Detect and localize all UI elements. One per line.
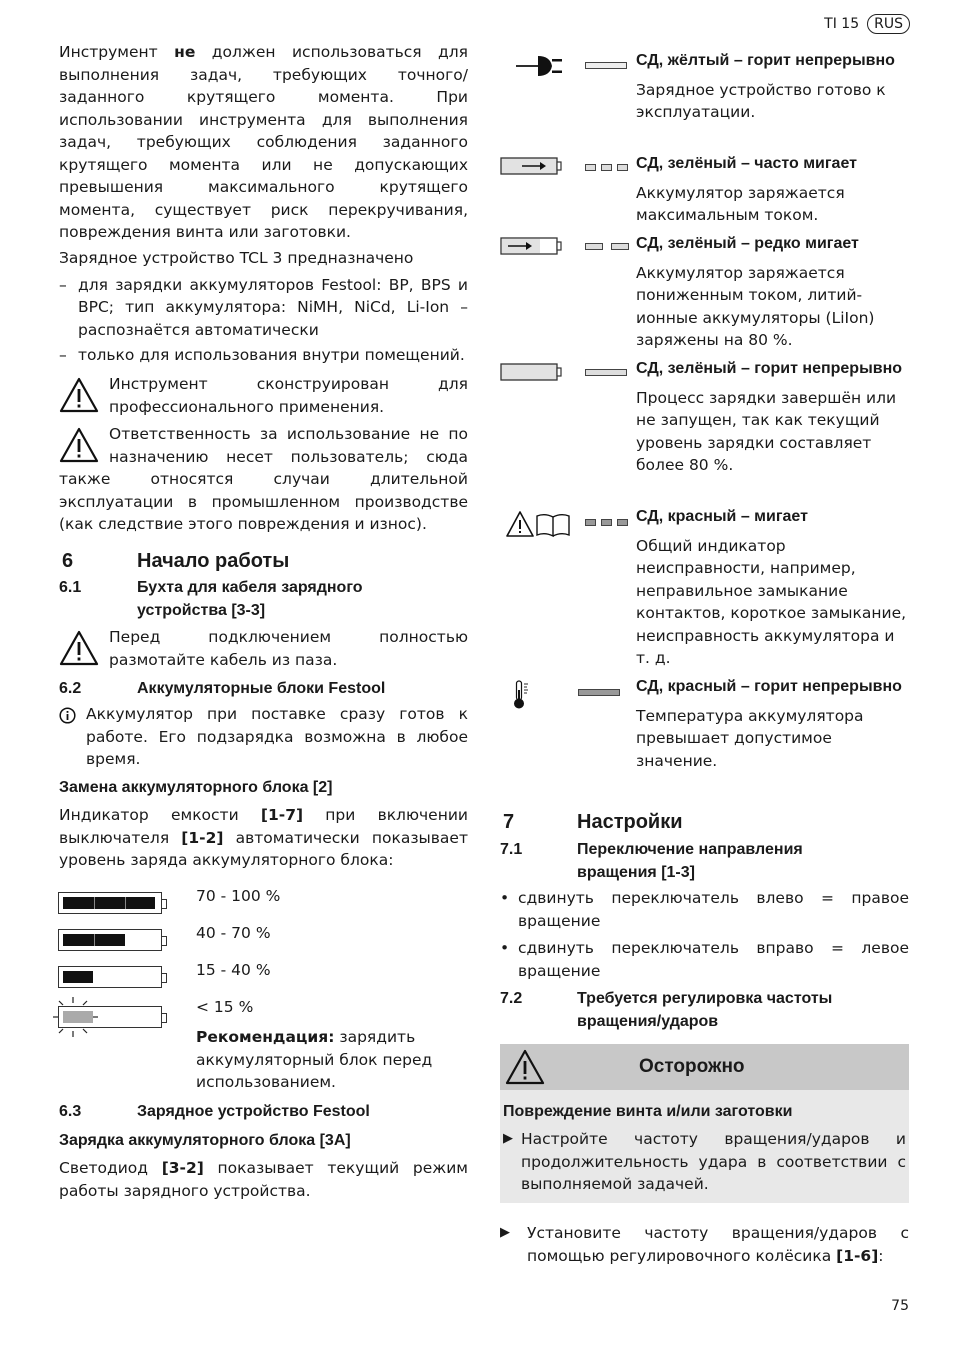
- led-state-6: СД, красный – горит непрерывно Температура аккумулятора превышает допустимое значение.: [636, 678, 902, 770]
- battery-charging-icon: [500, 236, 564, 256]
- led-segment-icon: [601, 519, 612, 526]
- page-number: 75: [891, 1298, 909, 1314]
- section-6-2-number: 6.2: [59, 680, 82, 697]
- battery-level-two-thirds-icon: [58, 929, 162, 951]
- led-segment-icon: [601, 164, 612, 171]
- caution-box: [500, 1044, 909, 1203]
- recommendation: Рекомендация: зарядить аккумуляторный блок перед использованием.: [196, 1028, 433, 1091]
- battery-level-blinking-icon: [58, 1006, 162, 1028]
- led-red-continuous-icon: [578, 689, 620, 696]
- section-7-title: Настройки: [577, 811, 683, 833]
- caution-header: [500, 1044, 909, 1090]
- led-state-2: СД, зелёный – часто мигает Аккумулятор заряжается максимальным током.: [636, 155, 857, 224]
- caution-subtitle: Повреждение винта и/или заготовки: [503, 1103, 793, 1120]
- warning-professional: Инструмент сконструирован для профессионального применения.: [59, 373, 468, 418]
- section-6-1-title: Бухта для кабеля зарядного устройства [3-3]: [137, 579, 363, 619]
- led-segment-icon: [585, 519, 596, 526]
- section-6-2-title: Аккумуляторные блоки Festool: [137, 680, 386, 697]
- caution-title: Осторожно: [639, 1056, 745, 1077]
- battery-level-label: 70 - 100 %: [196, 887, 281, 905]
- warning-icon: [59, 630, 99, 666]
- section-7-number: 7: [503, 811, 515, 833]
- led-segment-icon: [617, 519, 628, 526]
- led-state-4: СД, зелёный – горит непрерывно Процесс зарядки завершён или не запущен, так как текущий уровень зарядки составляет более 80 %.: [636, 360, 903, 474]
- battery-level-label: 15 - 40 %: [196, 961, 271, 979]
- replace-battery-text: Индикатор емкости [1-7] при включении выключателя [1-2] автоматически показывает уровень заряда аккумуляторного блока:: [59, 806, 468, 869]
- section-6-1-number: 6.1: [59, 579, 82, 596]
- section-7-1-number: 7.1: [500, 841, 523, 858]
- warning-icon: [59, 427, 99, 463]
- direction-item-1: • сдвинуть переключатель влево = правое вращение: [500, 889, 909, 930]
- warning-icon: [505, 1049, 545, 1085]
- caution-instruction: ▶ Настройте частоту вращения/ударов и продолжительность удара в соответствии с выполняемой задачей.: [503, 1130, 906, 1193]
- info-icon: [59, 707, 76, 724]
- led-segment-icon: [617, 164, 628, 171]
- charge-battery-title: Зарядка аккумуляторного блока [3A]: [59, 1132, 351, 1149]
- battery-charging-icon: [500, 156, 564, 176]
- battery-full-icon: [500, 362, 564, 382]
- led-state-5: СД, красный – мигает Общий индикатор неисправности, например, неправильное замыкание контактов, короткое замыкание, неисправность аккумулятора и т. д.: [636, 508, 907, 667]
- led-segment-icon: [585, 243, 603, 250]
- section-6-3-number: 6.3: [59, 1103, 82, 1120]
- led-segment-icon: [611, 243, 629, 250]
- led-segment-icon: [585, 164, 596, 171]
- charger-item-2: – только для использования внутри помещений.: [59, 346, 465, 364]
- battery-level-one-third-icon: [58, 966, 162, 988]
- section-7-2-title: Требуется регулировка частоты вращения/ударов: [577, 990, 833, 1030]
- led-green-continuous-icon: [585, 369, 627, 376]
- led-state-3: СД, зелёный – редко мигает Аккумулятор заряжается пониженным током, литий-ионные аккумуляторы (LiIon) заряжены на 80 %.: [636, 235, 875, 349]
- charger-intro: Зарядное устройство TCL 3 предназначено: [59, 249, 414, 267]
- charger-purpose: [59, 247, 468, 367]
- battery-level-full-icon: [58, 892, 162, 914]
- warning-icon: [59, 377, 99, 413]
- info-battery: Аккумулятор при поставке сразу готов к работе. Его подзарядка возможна в любое время.: [59, 703, 468, 771]
- direction-item-2: • сдвинуть переключатель вправо = левое вращение: [500, 939, 909, 980]
- led-yellow-continuous-icon: [585, 62, 627, 69]
- intro-paragraph: Инструмент не должен использоваться для выполнения задач, требующих точного/заданного крутящего момента. При использовании инструмента для выполнения задач, требующих соблюдения заданного крутящего момента или не допускающих превышения максимального крутящего момента, существует риск перекручивания, повреждения винта или заготовки.: [59, 43, 468, 241]
- battery-level-label: < 15 %: [196, 998, 254, 1016]
- speed-step: ▶ Установите частоту вращения/ударов с помощью регулировочного колёсика [1-6]:: [500, 1224, 909, 1265]
- warning-responsibility: Ответственность за использование не по назначению несет пользователь; сюда также относятся случаи длительной эксплуатации в промышленном производстве (как следствие этого повреждения и износ).: [59, 425, 468, 533]
- battery-level-label: 40 - 70 %: [196, 924, 271, 942]
- charge-battery-text: Светодиод [3-2] показывает текущий режим работы зарядного устройства.: [59, 1159, 468, 1200]
- warning-manual-icon: [506, 510, 570, 538]
- section-6-number: 6: [62, 550, 74, 572]
- charger-item-1: – для зарядки аккумуляторов Festool: BP, BPS и BPC; тип аккумулятора: NiMH, NiCd, Li-Ion – распознаётся автоматически: [59, 275, 468, 339]
- page-header: [824, 14, 910, 34]
- section-6-3-title: Зарядное устройство Festool: [137, 1103, 370, 1120]
- warning-cable: Перед подключением полностью размотайте кабель из паза.: [59, 626, 468, 671]
- direction-list: [500, 887, 909, 982]
- thermometer-icon: [512, 680, 532, 710]
- plug-icon: [516, 52, 572, 80]
- model-label: TI 15: [824, 16, 860, 32]
- replace-battery-title: Замена аккумуляторного блока [2]: [59, 779, 333, 796]
- section-7-1-title: Переключение направления вращения [1-3]: [577, 841, 803, 881]
- section-7-2-number: 7.2: [500, 990, 523, 1007]
- language-badge: RUS: [867, 14, 910, 34]
- led-state-1: СД, жёлтый – горит непрерывно Зарядное устройство готово к эксплуатации.: [636, 52, 895, 121]
- section-6-title: Начало работы: [137, 550, 290, 572]
